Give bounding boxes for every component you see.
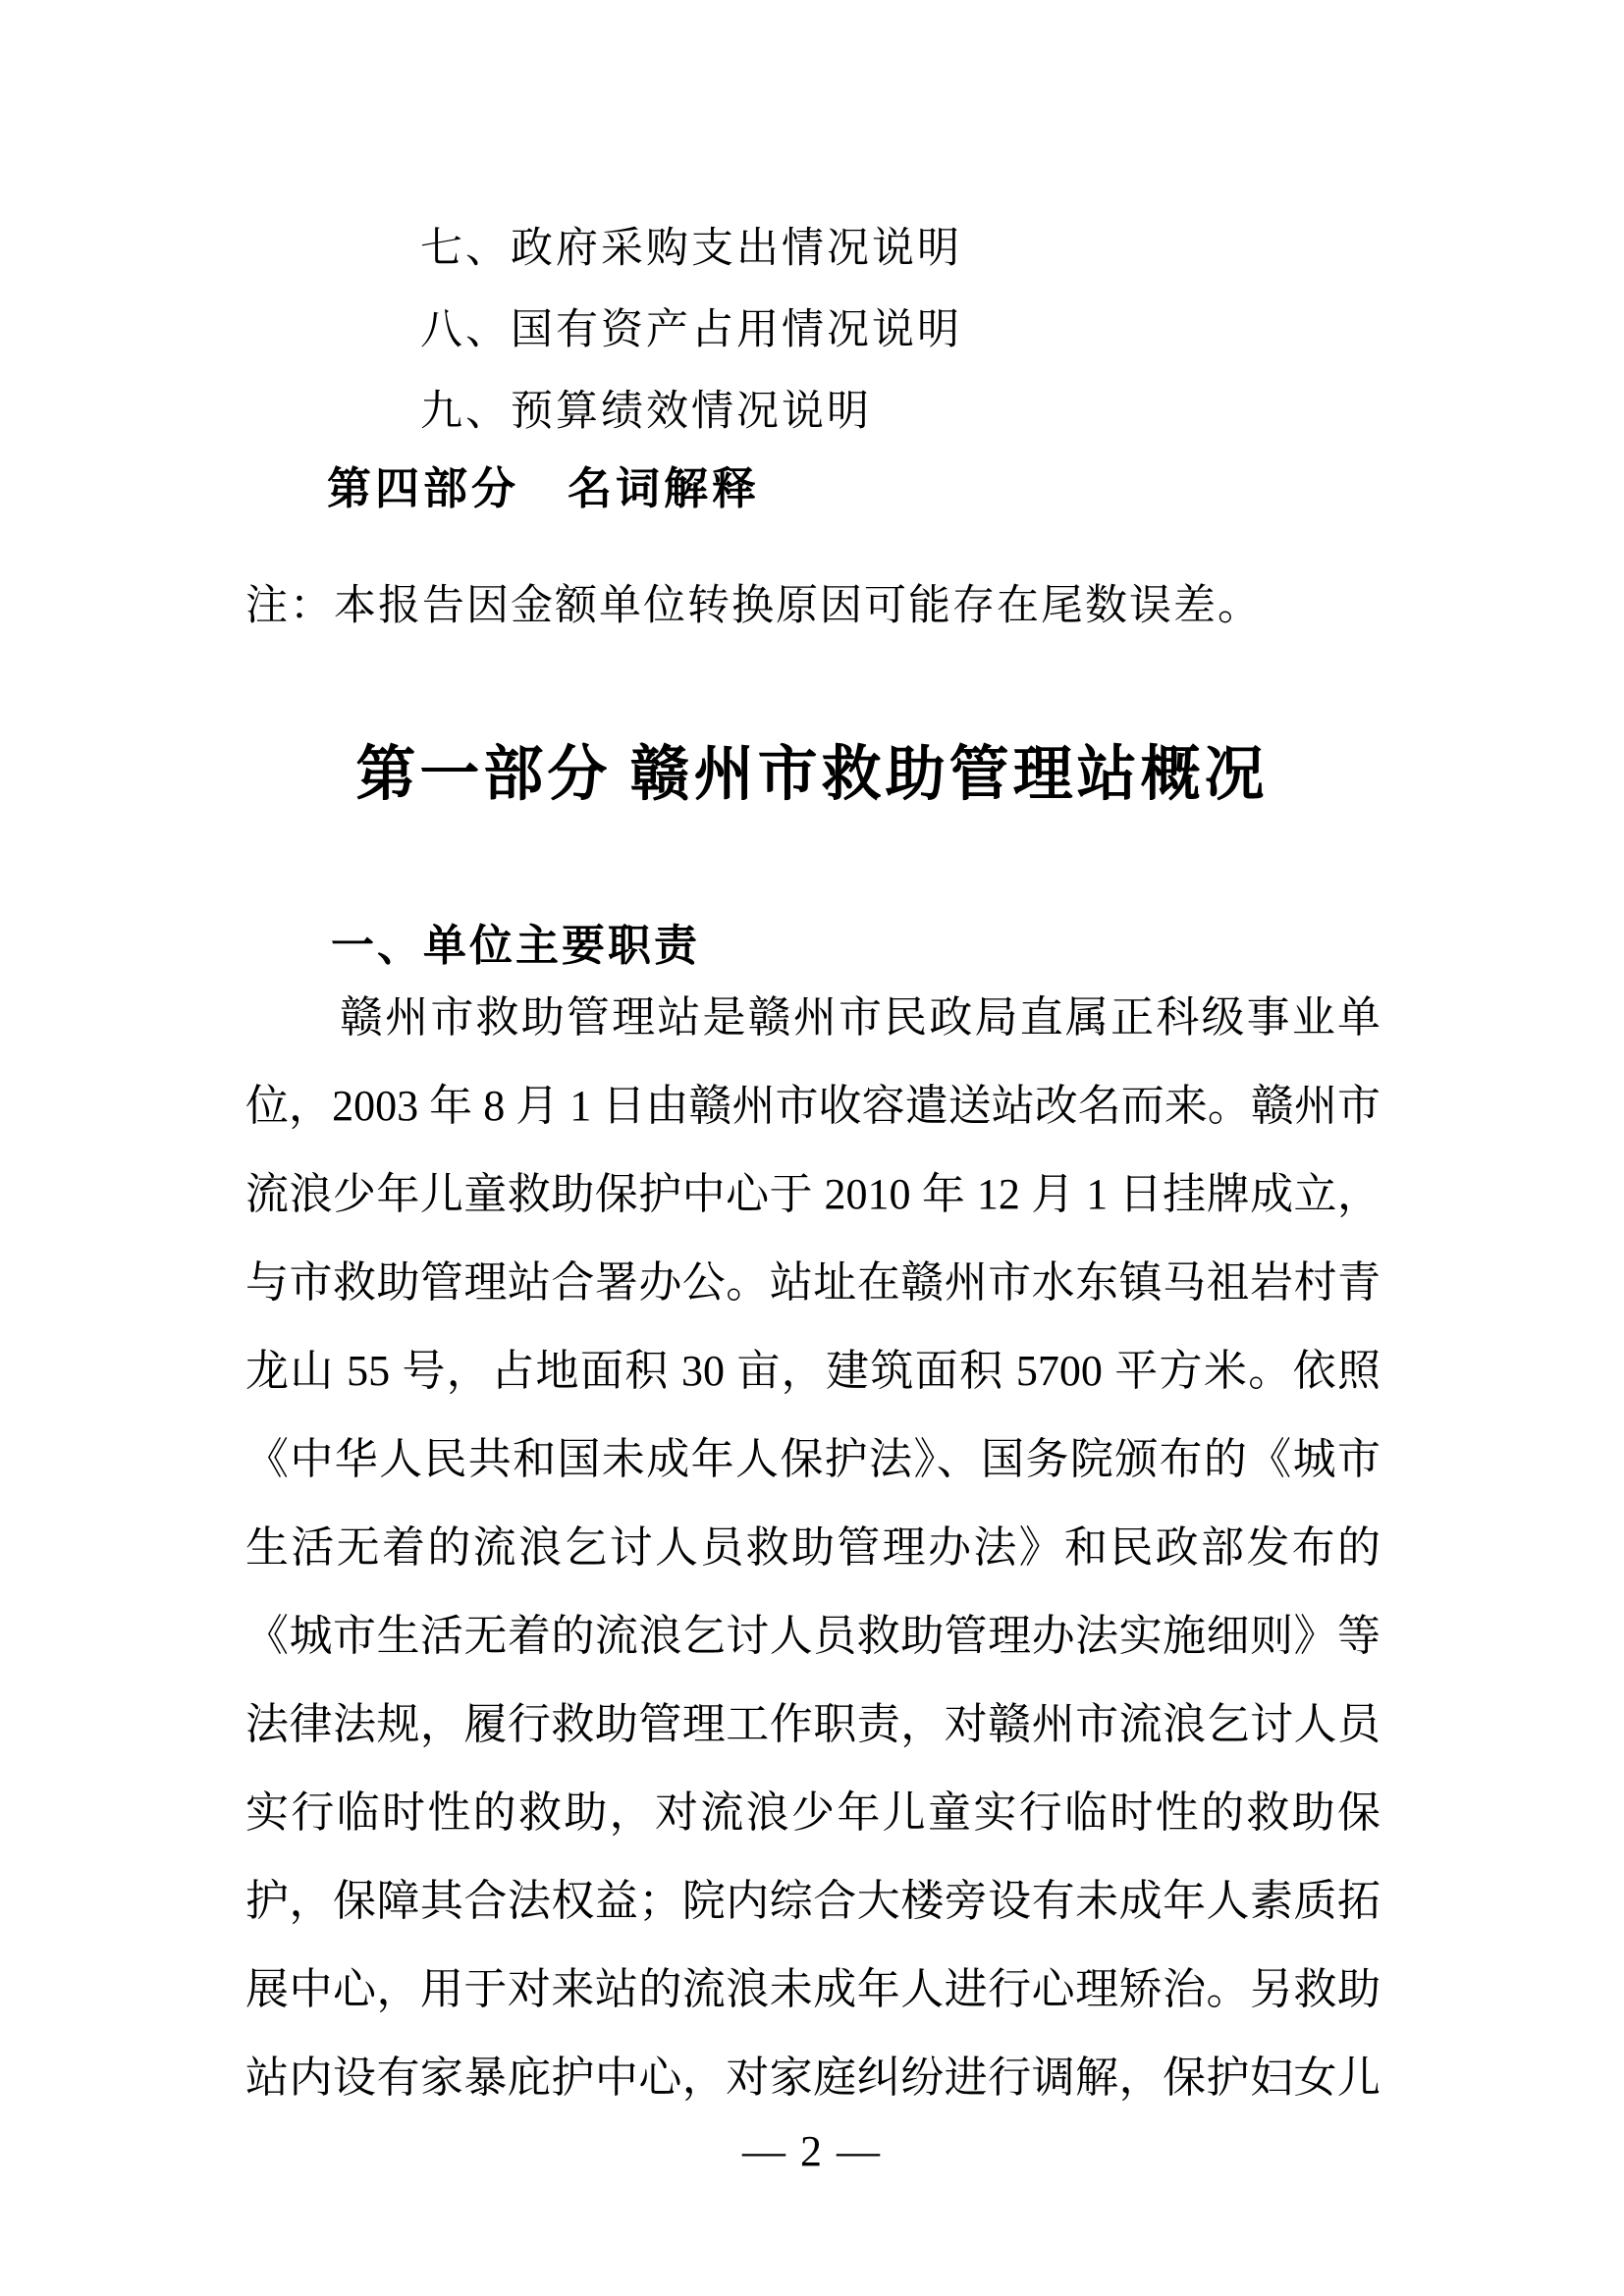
body-line: 实行临时性的救助，对流浪少年儿童实行临时性的救助保 [245,1789,1380,1837]
body-paragraph [245,974,1380,2122]
part1-title: 第一部分 赣州市救助管理站概况 [355,742,1269,808]
toc-item: 九、预算绩效情况说明 [420,389,872,435]
toc-item: 七、政府采购支出情况说明 [420,226,962,272]
toc-item: 八、国有资产占用情况说明 [420,307,962,353]
body-line: 生活无着的流浪乞讨人员救助管理办法》和民政部发布的 [245,1523,1380,1572]
toc-list [420,208,962,453]
body-line: 站内设有家暴庇护中心，对家庭纠纷进行调解，保护妇女儿 [245,2054,1380,2102]
body-line: 展中心，用于对来站的流浪未成年人进行心理矫治。另救助 [245,1965,1380,2013]
body-line: 《城市生活无着的流浪乞讨人员救助管理办法实施细则》等 [245,1612,1380,1660]
body-line: 《中华人民共和国未成年人保护法》、国务院颁布的《城市 [245,1435,1380,1483]
body-line: 龙山 55 号，占地面积 30 亩，建筑面积 5700 平方米。依照 [245,1347,1380,1395]
note-line: 注：本报告因金额单位转换原因可能存在尾数误差。 [245,583,1262,629]
body-line: 护，保障其合法权益；院内综合大楼旁设有未成年人素质拓 [245,1877,1380,1925]
page-number: — 2 — [742,2127,882,2175]
section-heading: 一、单位主要职责 [331,922,700,970]
body-line: 位，2003 年 8 月 1 日由赣州市收容遣送站改名而来。赣州市 [245,1082,1380,1130]
body-line: 流浪少年儿童救助保护中心于 2010 年 12 月 1 日挂牌成立， [245,1170,1380,1218]
body-line: 与市救助管理站合署办公。站址在赣州市水东镇马祖岩村青 [245,1258,1380,1307]
body-line: 赣州市救助管理站是赣州市民政局直属正科级事业单 [340,993,1380,1041]
part4-heading: 第四部分 名词解释 [327,463,761,513]
body-line: 法律法规，履行救助管理工作职责，对赣州市流浪乞讨人员 [245,1700,1380,1748]
